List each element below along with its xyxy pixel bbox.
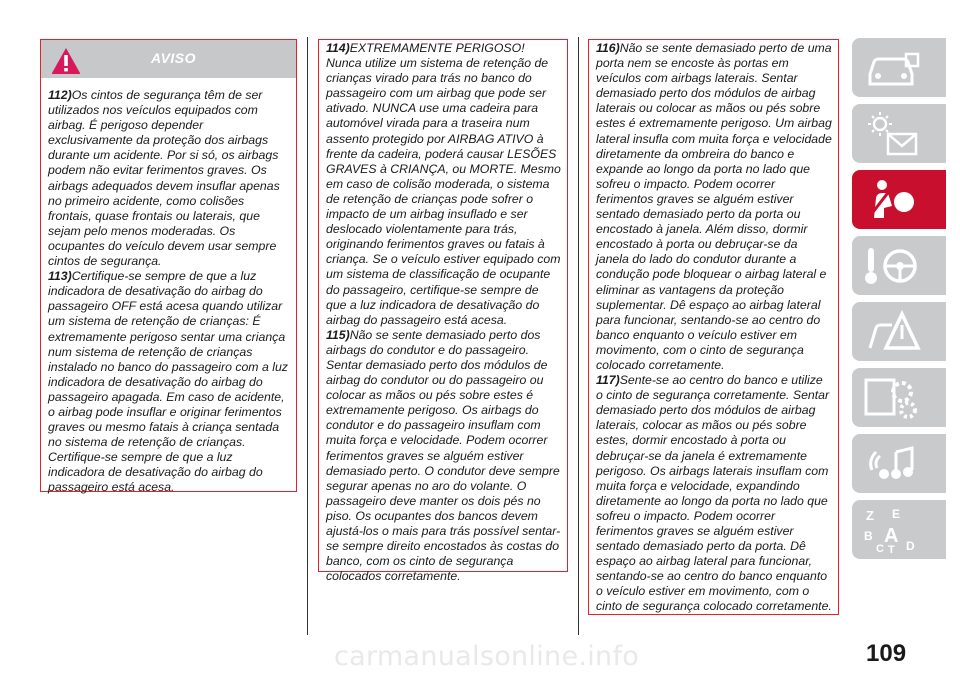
breakdown-triangle-icon bbox=[862, 308, 922, 356]
index-letters-icon bbox=[862, 506, 922, 554]
note-114: 114)EXTREMAMENTE PERIGOSO! Nunca utilize um sistema de retenção de crianças virado para trás no banco do passageiro com um airbag que pode ser ativado. NUNCA use uma cadeira para automóvel virada para a traseira num assento protegido por AIRBAG ATIVO à frente da cadeira, poderá causar LESÕES GRAVES à CRIANÇA, ou MORTE. Mesmo em caso de colisão moderada, o sistema de retenção de crianças pode sofrer o impacto de um airbag insuflado e ser deslocado violentamente para trás, originando ferimentos graves ou fatais à criança. Se o veículo estiver equipado com um sistema de classificação de ocupante do passageiro, certifique-se sempre de que a luz indicadora de desativação do airbag do passageiro está acesa. bbox=[326, 41, 561, 327]
warning-box-left bbox=[40, 39, 297, 495]
svg-text:E: E bbox=[892, 507, 901, 521]
watermark: carmanualsonline.info bbox=[334, 641, 640, 672]
tab-multimedia[interactable] bbox=[852, 434, 946, 493]
maintenance-gears-icon bbox=[862, 374, 922, 422]
svg-text:Z: Z bbox=[866, 508, 874, 523]
svg-text:C: C bbox=[876, 543, 884, 554]
note-117: 117)Sente-se ao centro do banco e utilize o cinto de segurança corretamente. Sentar demasiado perto dos módulos de airbag laterais, colocar as mãos ou pés sobre estes, dormir encostado à porta ou debruçar-se da janela é extremamente perigoso. Os airbags laterais insuflam com muita força e velocidade, expandindo diretamente ao longo da porta no lado que sofreu o impacto. Podem ocorrer ferimentos graves se alguém estiver sentado demasiado perto da porta. Dê espaço ao airbag lateral para funcionar, sentando-se ao centro do banco enquanto o veículo estiver em movimento, com o cinto de segurança colocado corretamente. bbox=[596, 373, 832, 614]
tab-index[interactable] bbox=[852, 500, 946, 559]
note-115: 115)Não se sente demasiado perto dos airbags do condutor e do passageiro. Sentar demasiado perto dos módulos de airbag do condutor ou do passageiro ou colocar as mãos ou pés sobre estes é extremamente perigoso. Os airbags do condutor e do passageiro insuflam com muita força e velocidade. Podem ocorrer ferimentos graves se alguém estiver demasiado perto. O condutor deve sempre segurar apenas no aro do volante. O passageiro deve manter os dois pés no piso. Os ocupantes dos bancos devem ajustá-los o mais para trás possível sentar-se sempre direito encostados às costas do banco, com os cinto de segurança colocados corretamente. bbox=[326, 327, 561, 584]
car-dashboard-icon bbox=[862, 44, 922, 92]
warning-triangle-icon bbox=[51, 47, 81, 75]
warning-lights-icon bbox=[862, 110, 922, 158]
tab-vehicle-knowledge[interactable] bbox=[852, 38, 946, 97]
column-divider bbox=[578, 37, 579, 635]
svg-text:T: T bbox=[888, 544, 895, 554]
svg-text:A: A bbox=[884, 525, 899, 547]
note-112: 112)Os cintos de segurança têm de ser utilizados nos veículos equipados com airbag. É perigoso depender exclusivamente da proteção dos airbags durante um acidente. Por si só, os airbags podem não evitar ferimentos graves. Os airbags adequados devem insuflar apenas no primeiro acidente, como colisões frontais, quase frontais ou laterais, que sejam pelo menos moderadas. Os ocupantes do veículo devem usar sempre cintos de segurança. bbox=[48, 88, 280, 269]
column-divider bbox=[307, 37, 308, 635]
note-116: 116)Não se sente demasiado perto de uma porta nem se encoste às portas em veículos com airbags laterais. Sentar demasiado perto dos módulos de airbag laterais ou colocar as mãos ou pés sobre estes é extremamente perigoso. Um airbag lateral insufla com muita força e velocidade diretamente da ombreira do banco e expande ao longo da porta no lado que sofreu o impacto. Podem ocorrer ferimentos graves se alguém estiver sentado demasiado perto da porta ou encostado à janela. Além disso, dormir encostado à porta ou debruçar-se da janela do lado do condutor durante a condução pode bloquear o airbag lateral e eliminar as vantagens da proteção suplementar. Dê espaço ao airbag lateral para funcionar, sentando-se ao centro do banco enquanto o veículo estiver em movimento, com o cinto de segurança colocado corretamente. bbox=[596, 41, 832, 372]
svg-text:B: B bbox=[864, 529, 873, 543]
steering-key-icon bbox=[862, 242, 922, 290]
chapter-tabs bbox=[852, 38, 946, 566]
aviso-header bbox=[41, 40, 296, 78]
tab-maintenance[interactable] bbox=[852, 368, 946, 427]
tab-emergency[interactable] bbox=[852, 302, 946, 361]
aviso-title: AVISO bbox=[151, 50, 197, 66]
airbag-safety-icon bbox=[862, 176, 922, 224]
svg-text:D: D bbox=[906, 539, 915, 553]
warning-box-middle bbox=[318, 39, 568, 584]
note-113: 113)Certifique-se sempre de que a luz indicadora de desativação do airbag do passageiro OFF está acesa quando utilizar um sistema de retenção de crianças: É extremamente perigoso sentar uma criança num sistema de retenção de crianças instalado no banco do passageiro com a luz indicadora de desativação do airbag do passageiro apagada. Em caso de acidente, o airbag pode insuflar e originar ferimentos graves ou mesmo fatais à criança sentada no sistema de retenção de crianças. Certifique-se sempre de que a luz indicadora de desativação do airbag do passageiro está acesa. bbox=[48, 269, 288, 495]
page-number: 109 bbox=[866, 640, 907, 667]
tab-starting-driving[interactable] bbox=[852, 236, 946, 295]
tab-dashboard[interactable] bbox=[852, 104, 946, 163]
warning-box-right bbox=[588, 39, 839, 615]
tab-safety[interactable] bbox=[852, 170, 946, 229]
multimedia-icon bbox=[862, 440, 922, 488]
